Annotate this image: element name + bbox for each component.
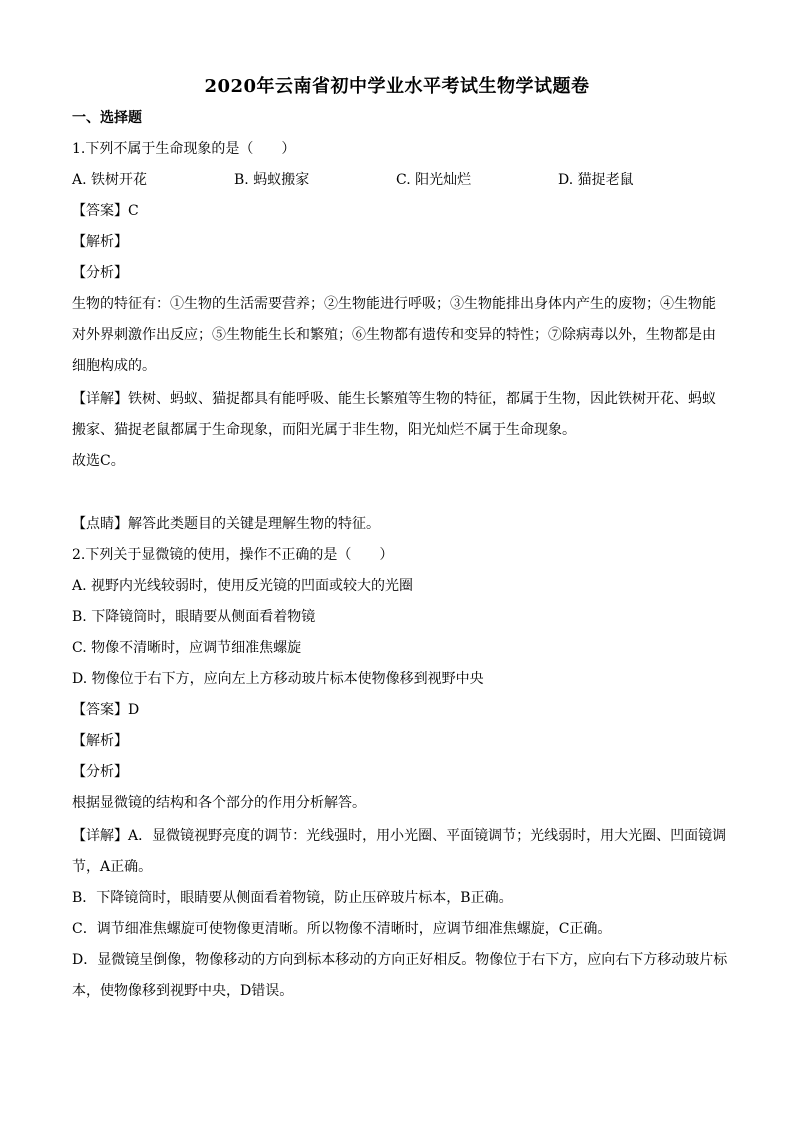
question-2-answer: 【答案】D [72,702,140,718]
question-1-detail-line: 【详解】铁树、蚂蚁、猫捉都具有能呼吸、能生长繁殖等生物的特征，都属于生物，因此铁树开花、蚂蚁 [72,391,716,407]
question-1-fenxi-label: 【分析】 [72,265,128,281]
question-2-option-a: A. 视野内光线较弱时，使用反光镜的凹面或较大的光圈 [72,578,414,594]
question-2-detail-line: B．下降镜筒时，眼睛要从侧面看着物镜，防止压碎玻片标本，B正确。 [72,890,513,906]
question-1-dianjing: 【点睛】解答此类题目的关键是理解生物的特征。 [72,516,380,532]
question-2-detail-line: 【详解】A．显微镜视野亮度的调节：光线强时，用小光圈、平面镜调节；光线弱时，用大光圈、凹面镜调 [72,828,727,844]
question-1-option-a: A. 铁树开花 [72,172,148,188]
question-2-detail-line: D．显微镜呈倒像，物像移动的方向到标本移动的方向正好相反。物像位于右下方，应向右下方移动玻片标 [72,952,728,968]
page-title: 2020年云南省初中学业水平考试生物学试题卷 [204,76,590,97]
question-2-detail-line: 本，使物像移到视野中央，D错误。 [72,983,294,999]
question-2-option-b: B. 下降镜筒时，眼睛要从侧面看着物镜 [72,609,316,625]
question-2-detail-line: C．调节细准焦螺旋可使物像更清晰。所以物像不清晰时，应调节细准焦螺旋，C正确。 [72,921,612,937]
question-1-stem: 1.下列不属于生命现象的是（ ） [72,141,296,157]
question-1-analysis-line: 细胞构成的。 [72,358,156,374]
question-2-option-d: D. 物像位于右下方，应向左上方移动玻片标本使物像移到视野中央 [72,671,484,687]
question-1-conclusion: 故选C。 [72,453,125,469]
question-1-jiexi-label: 【解析】 [72,234,128,250]
question-2-fenxi-label: 【分析】 [72,764,128,780]
question-1-analysis-line: 生物的特征有：①生物的生活需要营养；②生物能进行呼吸；③生物能排出身体内产生的废物；④生物能 [72,296,716,312]
question-1-option-d: D. 猫捉老鼠 [558,172,634,188]
question-2-analysis: 根据显微镜的结构和各个部分的作用分析解答。 [72,795,366,811]
question-1-option-c: C. 阳光灿烂 [396,172,472,188]
question-2-stem: 2.下列关于显微镜的使用，操作不正确的是（ ） [72,547,394,563]
question-2-detail-line: 节，A正确。 [72,859,153,875]
question-2-option-c: C. 物像不清晰时，应调节细准焦螺旋 [72,640,302,656]
question-1-answer: 【答案】C [72,203,139,219]
question-1-analysis-line: 对外界刺激作出反应；⑤生物能生长和繁殖；⑥生物都有遗传和变异的特性；⑦除病毒以外，生物都是由 [72,327,716,343]
question-1-detail-line: 搬家、猫捉老鼠都属于生命现象，而阳光属于非生物，阳光灿烂不属于生命现象。 [72,422,576,438]
section-heading: 一、选择题 [72,110,142,126]
question-1-option-b: B. 蚂蚁搬家 [234,172,310,188]
question-2-jiexi-label: 【解析】 [72,733,128,749]
